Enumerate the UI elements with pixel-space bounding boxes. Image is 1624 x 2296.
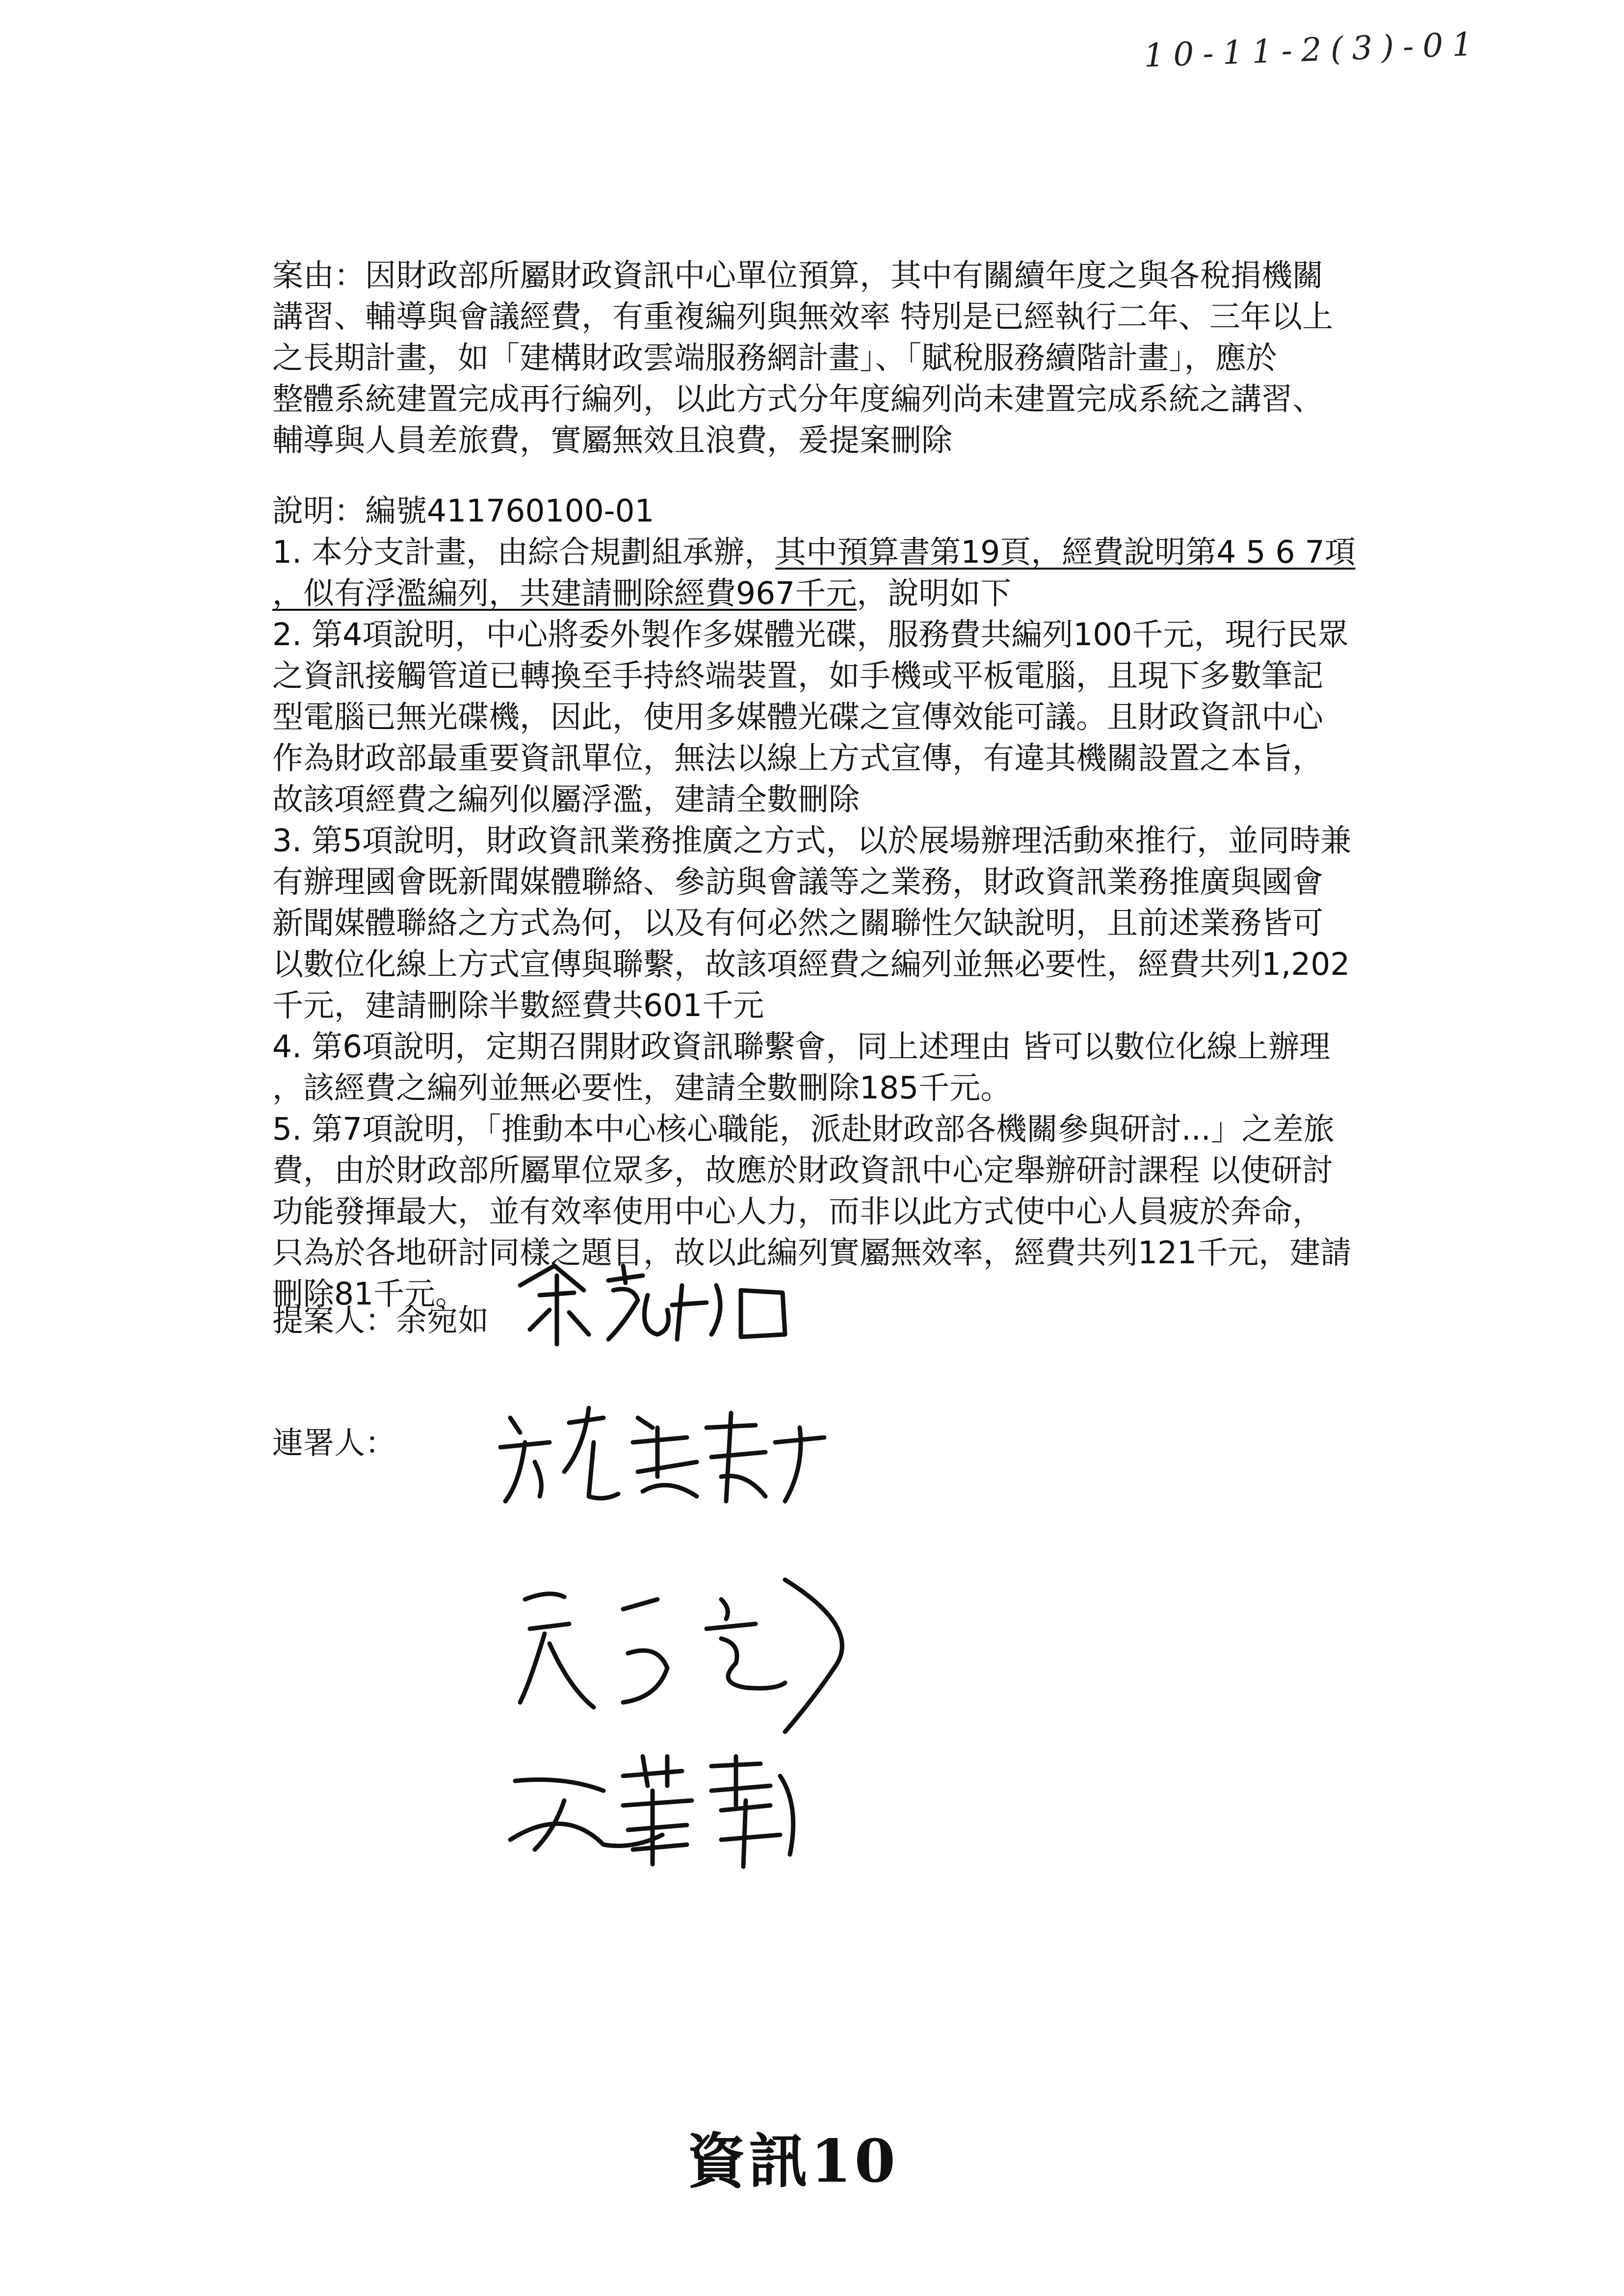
reason-line: 整體系統建置完成再行編列，以此方式分年度編列尚未建置完成系統之講習、 <box>272 381 1323 417</box>
item-4-line: 4. 第6項說明，定期召開財政資訊聯繫會，同上述理由 皆可以數位化線上辦理 <box>272 1029 1331 1065</box>
item-3-line: 有辦理國會既新聞媒體聯絡、參訪與會議等之業務，財政資訊業務推廣與國會 <box>272 864 1323 900</box>
item-1-underlined-text: 其中預算書第19頁，經費說明第4 5 6 7項 <box>775 534 1356 570</box>
department-stamp-label: 資訊10 <box>687 2127 898 2196</box>
item-3-line: 3. 第5項說明，財政資訊業務推廣之方式，以於展場辦理活動來推行，並同時兼 <box>272 823 1352 859</box>
item-5-line: 刪除81千元。 <box>272 1276 467 1312</box>
explanation-section <box>272 491 1401 1315</box>
item-3-line: 新聞媒體聯絡之方式為何，以及有何必然之關聯性欠缺說明，且前述業務皆可 <box>272 905 1323 941</box>
item-2-line: 故該項經費之編列似屬浮濫，建請全數刪除 <box>272 782 860 817</box>
item-5-line: 功能發揮最大，並有效率使用中心人力，而非以此方式使中心人員疲於奔命， <box>272 1194 1323 1229</box>
explanation-heading: 說明：編號411760100-01 <box>272 493 655 529</box>
cosigner-label: 連署人： <box>272 1425 396 1461</box>
item-3-line: 千元，建請刪除半數經費共601千元 <box>272 988 764 1023</box>
reason-section <box>272 255 1401 461</box>
item-4-line: ，該經費之編列並無必要性，建請全數刪除185千元。 <box>272 1070 1012 1106</box>
item-2-line: 作為財政部最重要資訊單位，無法以線上方式宣傳，有違其機關設置之本旨， <box>272 740 1323 776</box>
item-5-line: 只為於各地研討同樣之題目，故以此編列實屬無效率，經費共列121千元，建請 <box>272 1235 1352 1271</box>
proposer-label: 提案人：余宛如 <box>272 1303 489 1338</box>
reason-line: 案由：因財政部所屬財政資訊中心單位預算，其中有關續年度之與各稅捐機關 <box>272 258 1323 293</box>
item-1-underlined-text: ，似有浮濫編列，共建請刪除經費967千元 <box>272 575 857 611</box>
item-2-line: 2. 第4項說明，中心將委外製作多媒體光碟，服務費共編列100千元，現行民眾 <box>272 617 1349 652</box>
cosigner-signature-3 <box>505 1747 829 1869</box>
document-number: 10-11-2(3)-01 <box>1143 25 1482 75</box>
item-1-line-2 <box>272 573 1401 614</box>
proposer-signature <box>510 1256 805 1354</box>
item-2-line: 之資訊接觸管道已轉換至手持終端裝置，如手機或平板電腦，且現下多數筆記 <box>272 658 1323 694</box>
item-1-suffix: ，說明如下 <box>857 575 1012 611</box>
item-5-line: 5. 第7項說明，「推動本中心核心職能，派赴財政部各機關參與研討...」之差旅 <box>272 1111 1335 1147</box>
item-5-line: 費，由於財政部所屬單位眾多，故應於財政資訊中心定舉辦研討課程 以使研討 <box>272 1152 1334 1188</box>
cosigner-signature-2 <box>510 1570 883 1742</box>
item-1-prefix: 1. 本分支計畫，由綜合規劃組承辦， <box>272 534 776 570</box>
cosigner-signature-1 <box>491 1398 834 1511</box>
reason-line: 講習、輔導與會議經費，有重複編列與無效率 特別是已經執行二年、三年以上 <box>272 299 1334 335</box>
reason-line: 輔導與人員差旅費，實屬無效且浪費，爰提案刪除 <box>272 422 952 458</box>
item-3-line: 以數位化線上方式宣傳與聯繫，故該項經費之編列並無必要性，經費共列1,202 <box>272 946 1350 982</box>
item-2-line: 型電腦已無光碟機，因此，使用多媒體光碟之宣傳效能可議。且財政資訊中心 <box>272 699 1323 735</box>
reason-line: 之長期計畫，如「建構財政雲端服務網計畫」、「賦稅服務續階計畫」，應於 <box>272 340 1277 376</box>
item-1-line-1 <box>272 532 1401 573</box>
